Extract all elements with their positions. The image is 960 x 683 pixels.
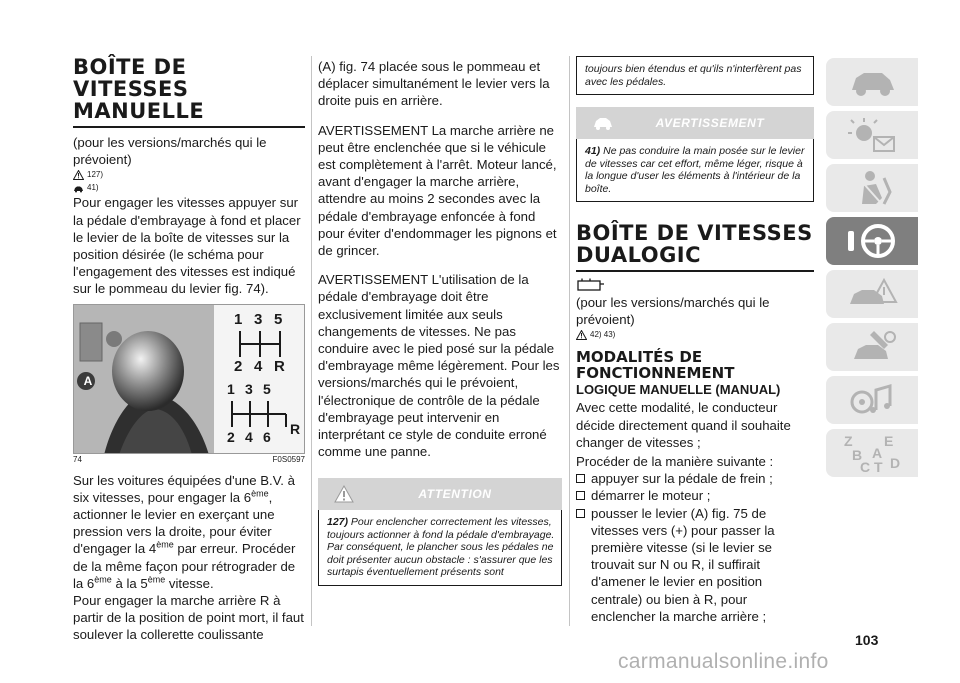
reference-42-43: 42) 43) <box>576 328 814 341</box>
lights-envelope-icon <box>844 115 900 155</box>
index-letter-B: B <box>852 447 863 463</box>
watermark: carmanualsonline.info <box>618 650 829 673</box>
shift-pattern-5-speed: 1 3 5 2 4 R <box>234 310 285 375</box>
attention-box-body: 127) Pour enclencher correctement les vitesses, toujours actionner à fond la pédale d'embrayage. Par conséquent, le plancher sous les pédales ne doit présenter aucun obstacle : s'assurer que les surtapis éventuellement présents sont <box>318 510 562 586</box>
intro-text: (pour les versions/marchés qui le prévoient) <box>73 135 267 168</box>
subheading-manual-logic: LOGIQUE MANUELLE (MANUAL) <box>576 382 781 398</box>
figure-caption <box>73 455 305 464</box>
column-divider-1 <box>311 56 312 626</box>
heading-rule <box>73 126 305 128</box>
column-right <box>576 56 814 625</box>
car-warning-icon <box>73 183 84 193</box>
paragraph-engage-gears: Pour engager les vitesses appuyer sur la pédale d'embrayage à fond et placer le levier de la boîte de vitesses sur la position désirée (le schéma pour l'engagement des vitesses est indiqué sur le pommeau du levier fig. 74). <box>73 195 301 297</box>
warning-box-header <box>576 107 814 139</box>
warning-box-body: 41) Ne pas conduire la main posée sur le levier de vitesses car cet effort, même léger, risque à la longue d'user les éléments à l'intérieur de la boîte. <box>576 139 814 202</box>
section-heading-manual-gearbox: BOÎTE DE VITESSES MANUELLE <box>73 55 205 123</box>
sidebar-tab-index[interactable] <box>826 429 918 477</box>
warning-triangle-icon <box>576 330 587 340</box>
column-left <box>73 56 305 644</box>
heading-rule <box>576 270 814 272</box>
paragraph-six-speed: Sur les voitures équipées d'une B.V. à six vitesses, pour engager la 6ème, actionner le levier en exerçant une pression vers la droite, pour éviter d'engager la 4ème par erreur. Procéder de la même façon pour rétrograder de la 6ème à la 5ème vitesse. <box>73 472 296 591</box>
section-heading-dualogic: BOÎTE DE VITESSES DUALOGIC <box>576 221 813 267</box>
figure-label-A: A <box>83 373 93 388</box>
index-letter-E: E <box>884 433 894 449</box>
bullet-square-icon <box>576 509 585 518</box>
list-item: pousser le levier (A) fig. 75 de vitesses vers (+) pour passer la première vitesse (si le levier se trouvait sur N ou R, il suffirait d'amener le levier en position centrale) ou bien à R, pour enclencher la marche arrière ; <box>576 505 814 625</box>
sidebar-tab-lights[interactable] <box>826 111 918 159</box>
column-middle <box>318 58 562 586</box>
paragraph-warning-clutch: AVERTISSEMENT L'utilisation de la pédale d'embrayage doit être exclusivement limitée aux seuls changements de vitesses. Ne pas conduire avec le pied posé sur la pédale d'embrayage même légèrement. Pour les versions/marchés qui le prévoient, l'électronique de contrôle de la pédale d'embrayage peut intervenir en interprétant ce style de conduite erroné comme une panne. <box>318 272 560 460</box>
person-seatbelt-icon <box>844 168 900 208</box>
sidebar-tab-car[interactable] <box>826 58 918 106</box>
subheading-operating-modes: MODALITÉS DE FONCTIONNEMENT <box>576 348 735 383</box>
attention-title: ATTENTION <box>418 487 492 502</box>
attention-box-continued: toujours bien étendus et qu'ils n'interfèrent pas avec les pédales. <box>576 56 814 95</box>
warning-triangle-icon <box>73 170 84 180</box>
sidebar-tab-technical[interactable] <box>826 376 918 424</box>
bullet-square-icon <box>576 474 585 483</box>
sidebar-tab-maintenance[interactable] <box>826 323 918 371</box>
sidebar-tab-emergency[interactable] <box>826 270 918 318</box>
figure-code: F0S0597 <box>272 454 305 464</box>
media-settings-icon <box>844 380 900 420</box>
warning-car-icon <box>844 274 900 314</box>
index-letter-Z: Z <box>844 433 853 449</box>
sidebar-tab-safety[interactable] <box>826 164 918 212</box>
index-letter-T: T <box>874 459 883 475</box>
wrench-car-icon <box>844 327 900 367</box>
index-letter-A: A <box>872 445 883 461</box>
column-divider-2 <box>569 56 570 626</box>
dualogic-intro: (pour les versions/marchés qui le prévoient) <box>576 295 770 328</box>
steering-wheel-key-icon <box>844 221 900 261</box>
paragraph-warning-reverse: AVERTISSEMENT La marche arrière ne peut être enclenchée que si le véhicule est complètement à l'arrêt. Moteur lancé, avant d'engager la marche arrière, attendre au moins 2 secondes avec la pédale d'embrayage enfoncée à fond pour éviter d'endommager les pignons et de grincer. <box>318 122 557 259</box>
list-item: démarrer le moteur ; <box>576 487 814 504</box>
car-icon <box>844 62 900 102</box>
paragraph-reverse-continued: (A) fig. 74 placée sous le pommeau et déplacer simultanément le levier vers la droite puis en arrière. <box>318 59 550 109</box>
list-item: appuyer sur la pédale de frein ; <box>576 470 814 487</box>
reference-127: 127) <box>73 168 305 181</box>
shift-pattern-6-speed: 1 3 5 2 4 6 R <box>227 380 301 445</box>
warning-title: AVERTISSEMENT <box>655 116 765 130</box>
warning-number: 41) <box>585 145 601 157</box>
index-letter-C: C <box>860 459 871 475</box>
figure-gear-lever <box>73 304 305 454</box>
attention-box-header <box>318 478 562 510</box>
chapter-sidebar <box>826 58 918 482</box>
index-letter-D: D <box>890 455 901 471</box>
sidebar-tab-starting-driving[interactable] <box>826 217 918 265</box>
paragraph-manual-mode: Avec cette modalité, le conducteur décide directement quand il souhaite changer de vitesses ; <box>576 400 791 450</box>
bullet-square-icon <box>576 491 585 500</box>
paragraph-reverse-gear: Pour engager la marche arrière R à partir de la position de point mort, il faut soulever la collerette coulissante <box>73 593 304 643</box>
attention-number: 127) <box>327 516 349 529</box>
figure-number: 74 <box>73 454 82 464</box>
paragraph-procedure: Procéder de la manière suivante : <box>576 454 774 470</box>
page-number: 103 <box>855 632 879 648</box>
engine-start-icon <box>576 278 814 294</box>
reference-41: 41) <box>73 181 305 194</box>
